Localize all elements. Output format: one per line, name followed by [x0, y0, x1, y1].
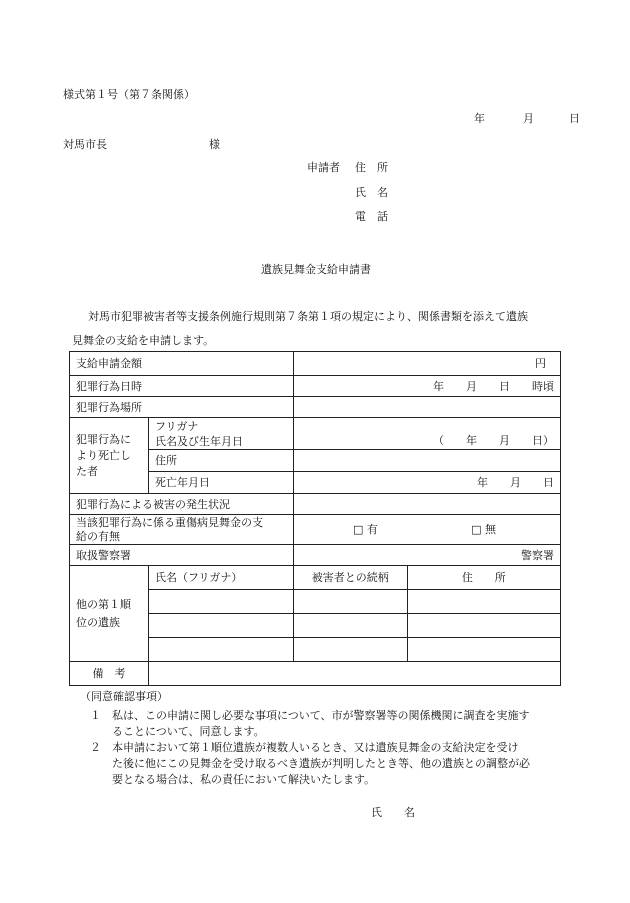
death-date-field[interactable] [293, 472, 560, 494]
option-yes-checkbox[interactable] [293, 515, 407, 545]
deceased-label-line-3: た者 [76, 464, 98, 478]
name-birth-field[interactable] [293, 418, 560, 450]
deceased-address-field[interactable] [293, 450, 560, 472]
crime-datetime-value: 年 月 日 時頃 [433, 379, 554, 393]
police-row [70, 545, 561, 566]
consent-item-2-line-2: た後に他にこの見舞金を受け取るべき遺族が判明したとき等、他の遺族との調整が必 [112, 757, 530, 770]
deceased-label [70, 418, 149, 494]
amount-row [70, 352, 561, 376]
deceased-label-line-2: より死亡し [76, 448, 131, 462]
remarks-field[interactable] [148, 662, 560, 686]
applicant-phone-label: 電 話 [355, 210, 388, 223]
furigana-label: フリガナ [154, 419, 199, 433]
application-form-table [69, 351, 561, 686]
birth-value: （ 年 月 日） [433, 434, 554, 447]
deceased-address-label: 住所 [148, 450, 293, 472]
applicant-label: 申請者 [307, 161, 340, 174]
heir-relation-field[interactable] [293, 638, 407, 662]
heir-name-field[interactable] [148, 638, 293, 662]
heir-name-field[interactable] [148, 614, 293, 638]
consent-item-1-line-1: １ 私は、この申請に関し必要な事項について、市が警察署等の関係機関に調査を実施す [90, 709, 530, 722]
death-date-label: 死亡年月日 [148, 472, 293, 494]
consent-heading: （同意確認事項） [80, 690, 168, 703]
heir-relation-field[interactable] [293, 590, 407, 614]
date-day-label: 日 [569, 112, 580, 125]
heirs-label-line-2: 位の遺族 [76, 615, 120, 629]
police-field[interactable] [293, 545, 560, 566]
crime-place-row [70, 397, 561, 418]
signature-label: 氏 名 [371, 806, 415, 819]
remarks-row [70, 662, 561, 686]
form-number: 様式第１号（第７条関係） [63, 88, 195, 101]
damage-row [70, 494, 561, 515]
consent-item-2-line-3: 要となる場合は、私の責任において解決いたします。 [112, 773, 376, 786]
heirs-col-relation: 被害者との続柄 [293, 566, 407, 590]
death-date-value: 年 月 日 [477, 476, 554, 489]
remarks-label: 備 考 [70, 662, 149, 686]
addressee-name: 対馬市長 [63, 138, 107, 151]
consent-item-2-line-1: ２ 本申請において第１順位遺族が複数人いるとき、又は遺族見舞金の支給決定を受け [90, 741, 519, 754]
date-month-label: 月 [523, 112, 534, 125]
heirs-header-row [70, 566, 561, 590]
heir-name-field[interactable] [148, 590, 293, 614]
option-no-label: □ 無 [471, 523, 497, 536]
option-yes-label: □ 有 [353, 523, 378, 536]
injury-label [70, 515, 294, 545]
date-year-label: 年 [474, 112, 485, 125]
police-suffix: 警察署 [521, 548, 554, 562]
damage-field[interactable] [293, 494, 560, 515]
amount-label: 支給申請金額 [70, 352, 294, 376]
crime-place-label: 犯罪行為場所 [70, 397, 294, 418]
crime-datetime-row [70, 376, 561, 397]
applicant-name-label: 氏 名 [355, 186, 388, 199]
heir-relation-field[interactable] [293, 614, 407, 638]
heirs-label [70, 566, 149, 662]
heirs-col-address: 住 所 [407, 566, 560, 590]
applicant-address-label: 住 所 [355, 161, 388, 174]
injury-row [70, 515, 561, 545]
injury-label-line-2: 給の有無 [76, 529, 120, 543]
injury-label-line-1: 当該犯罪行為に係る重傷病見舞金の支 [76, 515, 263, 529]
heir-address-field[interactable] [407, 614, 560, 638]
document-title: 遺族見舞金支給申請書 [261, 263, 371, 276]
crime-datetime-label: 犯罪行為日時 [70, 376, 294, 397]
name-birth-label [148, 418, 293, 450]
amount-field[interactable] [293, 352, 560, 376]
amount-unit: 円 [535, 357, 546, 370]
crime-datetime-field[interactable] [293, 376, 560, 397]
crime-place-field[interactable] [293, 397, 560, 418]
heirs-col-name: 氏名（フリガナ） [148, 566, 293, 590]
heir-address-field[interactable] [407, 638, 560, 662]
deceased-name-row [70, 418, 561, 450]
heirs-label-line-1: 他の第１順 [76, 597, 131, 611]
intro-line-2: 見舞金の支給を申請します。 [72, 334, 215, 347]
police-label: 取扱警察署 [70, 545, 294, 566]
consent-item-1-line-2: ることについて、同意します。 [112, 725, 265, 738]
option-no-checkbox[interactable] [407, 515, 560, 545]
damage-label: 犯罪行為による被害の発生状況 [70, 494, 294, 515]
heir-address-field[interactable] [407, 590, 560, 614]
deceased-label-line-1: 犯罪行為に [76, 432, 131, 446]
intro-line-1: 対馬市犯罪被害者等支援条例施行規則第７条第１項の規定により、関係書類を添えて遺族 [88, 310, 528, 323]
name-birth-label-text: 氏名及び生年月日 [154, 434, 243, 448]
addressee-honorific: 様 [209, 138, 220, 151]
